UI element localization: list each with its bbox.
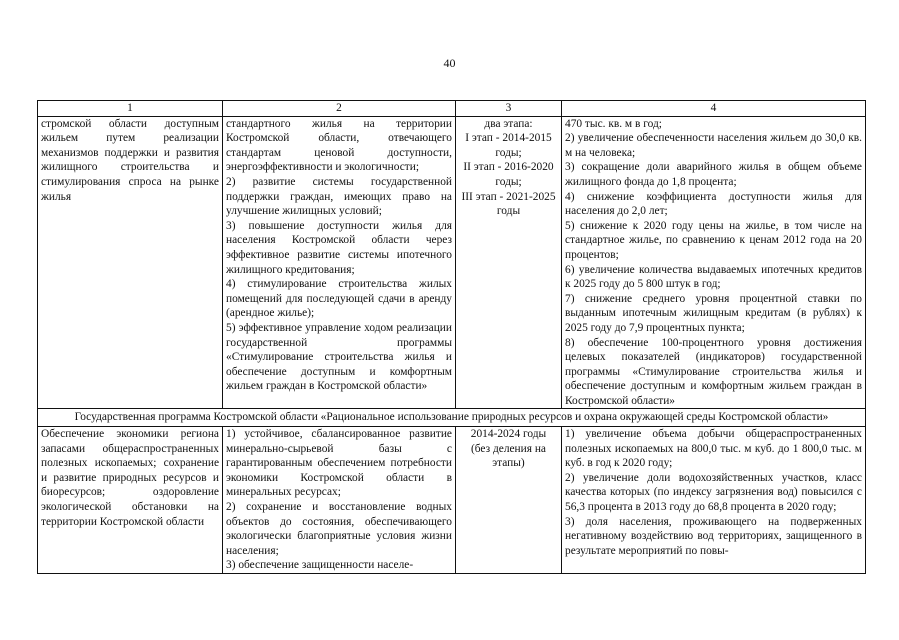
- table-header-row: [38, 101, 866, 117]
- task-item: 2) сохранение и восстановление водных объектов до состояния, обеспечивающего экологически благоприятные условия жизни населения;: [226, 501, 452, 557]
- task-item: 2) развитие системы государственной поддержки граждан, имеющих право на улучшение жилищных условий;: [226, 175, 452, 218]
- result-item: 2) увеличение доли водохозяйственных участков, класс качества которых (по индексу загрязнения вод) повысился с 56,3 процента в 2013 году до 68,8 процента в 2020 году;: [565, 471, 862, 514]
- page-number: 40: [443, 56, 456, 70]
- table-row: [38, 427, 866, 574]
- column-header-3: 3: [456, 101, 562, 117]
- period-item: два этапа:: [484, 117, 533, 130]
- task-item: 4) стимулирование строительства жилых помещений для последующей сдачи в аренду (арендное жилье);: [226, 278, 452, 320]
- result-item: 1) увеличение объема добычи общераспространенных полезных ископаемых на 800,0 тыс. м куб. до 1 800,0 тыс. м куб. в год к 2020 году;: [565, 428, 862, 470]
- tasks-cell: [223, 427, 456, 574]
- period-item: (без деления на этапы): [470, 442, 546, 470]
- result-item: 470 тыс. кв. м в год;: [565, 117, 662, 130]
- result-item: 7) снижение среднего уровня процентной ставки по выданным ипотечным жилищным кредитам (в рублях) к 2025 году до 7,9 процентных пункта;: [565, 292, 862, 334]
- column-header-2: 2: [223, 101, 456, 117]
- periods-cell: [456, 116, 562, 409]
- goal-text: стромской области доступным жильем путем реализации механизмов поддержки и развития жилищного строительства и стимулирования спроса на рынке жилья: [41, 117, 219, 203]
- result-item: 3) доля населения, проживающего на подверженных негативному воздействию вод территориях, защищенного в результате мероприятий по повы-: [565, 515, 862, 557]
- goal-text: Обеспечение экономики региона запасами общераспространенных полезных ископаемых; сохранение и развитие природных ресурсов и биоресурсов; оздоровление экологической обстановки на территории Костромской области: [41, 428, 219, 528]
- program-title-row: [38, 409, 866, 427]
- task-item: стандартного жилья на территории Костромской области, отвечающего стандартам ценовой доступности, энергоэффективности и экологичности;: [226, 117, 452, 174]
- column-header-1: 1: [38, 101, 223, 117]
- result-item: 8) обеспечение 100-процентного уровня достижения целевых показателей (индикаторов) государственной программы «Стимулирование строительства жилья и обеспечение доступным и комфортным жильем граждан в Костромской области»: [565, 336, 862, 407]
- task-item: 1) устойчивое, сбалансированное развитие минерально-сырьевой базы с гарантированным обеспечением потребности экономики Костромской области в минеральных ресурсах;: [226, 428, 452, 499]
- result-item: 2) увеличение обеспеченности населения жильем до 30,0 кв. м на человека;: [565, 132, 862, 159]
- program-title: Государственная программа Костромской области «Рациональное использование природных ресурсов и охрана окружающей среды Костромской области»: [38, 409, 866, 427]
- programs-table: [37, 100, 866, 574]
- period-item: II этап - 2016-2020 годы;: [463, 161, 554, 188]
- period-item: 2014-2024 годы: [470, 428, 547, 441]
- result-item: 5) снижение к 2020 году цены на жилье, в том числе на стандартное жилье, по сравнению к ценам 2012 года на 20 процентов;: [565, 219, 862, 261]
- result-item: 3) сокращение доли аварийного жилья в общем объеме жилищного фонда до 1,8 процента;: [565, 161, 862, 188]
- period-item: III этап - 2021-2025 годы: [461, 190, 556, 218]
- result-item: 4) снижение коэффициента доступности жилья для населения до 2,0 лет;: [565, 190, 862, 218]
- results-cell: [562, 427, 866, 574]
- goal-cell: [38, 427, 223, 574]
- result-item: 6) увеличение количества выдаваемых ипотечных кредитов к 2025 году до 5 800 штук в год;: [565, 263, 862, 291]
- tasks-cell: [223, 116, 456, 409]
- task-item: 3) обеспечение защищенности населе-: [226, 559, 414, 572]
- task-item: 3) повышение доступности жилья для населения Костромской области через эффективное развитие системы ипотечного жилищного кредитования;: [226, 219, 452, 276]
- period-item: I этап - 2014-2015 годы;: [465, 132, 552, 159]
- results-cell: [562, 116, 866, 409]
- periods-cell: [456, 427, 562, 574]
- goal-cell: [38, 116, 223, 409]
- column-header-4: 4: [562, 101, 866, 117]
- task-item: 5) эффективное управление ходом реализации государственной программы «Стимулирование строительства жилья и обеспечение доступным и комфортным жильем граждан в Костромской области»: [226, 321, 452, 393]
- table-row: [38, 116, 866, 409]
